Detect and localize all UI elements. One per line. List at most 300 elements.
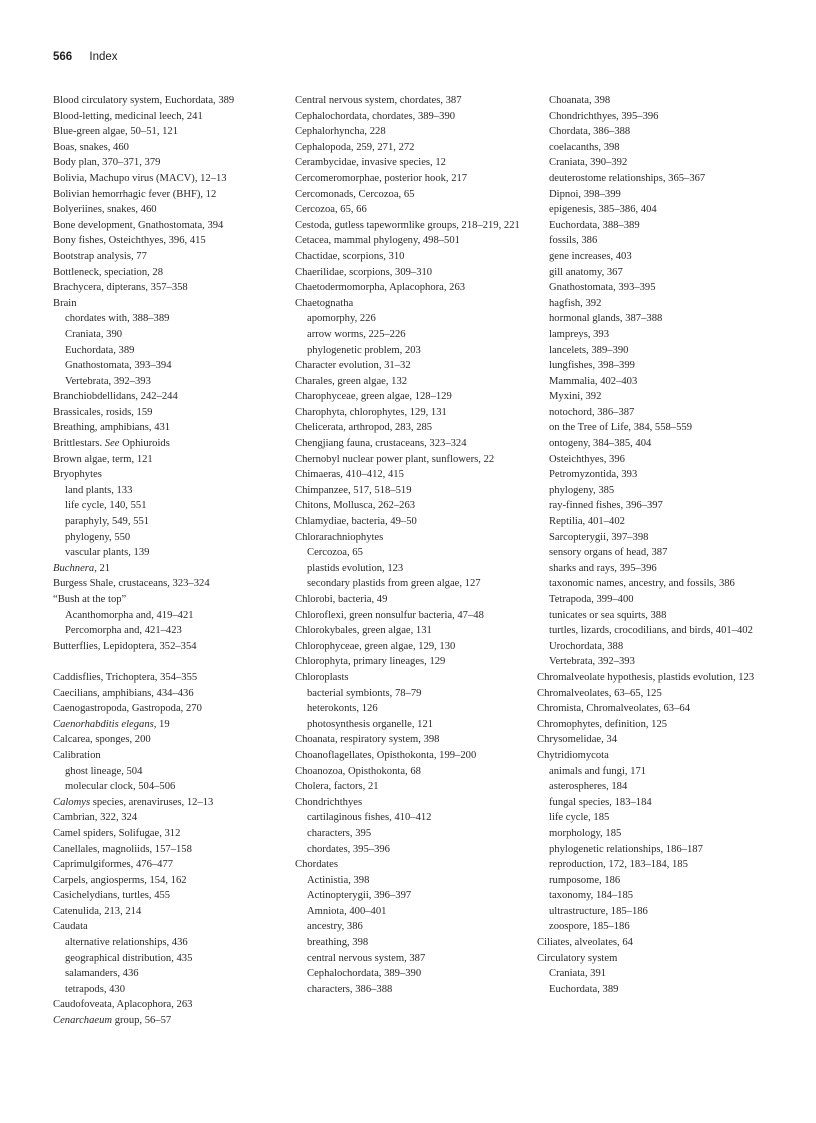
entry-term: Urochordata, 388 bbox=[549, 640, 624, 652]
entry-term: Choanata, respiratory system, 398 bbox=[295, 734, 440, 746]
index-subentry bbox=[295, 810, 527, 826]
entry-term: cartilaginous fishes, 410–412 bbox=[307, 812, 432, 824]
entry-term: Buchnera bbox=[53, 562, 95, 574]
entry-term: chordates, 395–396 bbox=[307, 843, 390, 855]
index-subentry bbox=[53, 764, 285, 780]
entry-term: Boas, snakes, 460 bbox=[53, 141, 129, 153]
entry-term: taxonomic names, ancestry, and fossils, 386 bbox=[549, 578, 735, 590]
index-entry bbox=[295, 233, 527, 249]
entry-term: Chordata, 386–388 bbox=[549, 126, 631, 138]
index-subentry bbox=[537, 109, 769, 125]
index-subentry bbox=[537, 919, 769, 935]
entry-term: Bryophytes bbox=[53, 469, 102, 481]
entry-term: Tetrapoda, 399–400 bbox=[549, 594, 634, 605]
entry-term: Osteichthyes, 396 bbox=[549, 453, 625, 465]
index-entry bbox=[53, 686, 285, 702]
entry-term: Chengjiang fauna, crustaceans, 323–324 bbox=[295, 438, 467, 450]
index-entry bbox=[295, 748, 527, 764]
entry-term: Bony fishes, Osteichthyes, 396, 415 bbox=[53, 235, 206, 247]
entry-term: lungfishes, 398–399 bbox=[549, 360, 635, 372]
index-subentry bbox=[537, 420, 769, 436]
entry-term: characters, 395 bbox=[307, 827, 372, 839]
index-subentry bbox=[295, 888, 527, 904]
entry-term: Chrysomelidae, 34 bbox=[537, 734, 618, 746]
entry-term: Chondrichthyes bbox=[295, 796, 363, 808]
index-subentry bbox=[537, 436, 769, 452]
entry-term: Euchordata, 389 bbox=[65, 344, 135, 356]
entry-locator: Ophiuroids bbox=[122, 438, 170, 450]
entry-term: hagfish, 392 bbox=[549, 297, 602, 309]
section-title: Index bbox=[89, 51, 118, 63]
entry-term: Chloroplasts bbox=[295, 671, 349, 683]
entry-term: coelacanths, 398 bbox=[549, 141, 620, 153]
entry-term: phylogenetic relationships, 186–187 bbox=[549, 843, 703, 855]
index-entry bbox=[53, 748, 285, 764]
index-entry bbox=[53, 233, 285, 249]
entry-term: fungal species, 183–184 bbox=[549, 796, 652, 808]
entry-term: ray-finned fishes, 396–397 bbox=[549, 500, 663, 512]
entry-term: tetrapods, 430 bbox=[65, 983, 126, 995]
index-entry bbox=[295, 93, 527, 109]
entry-term: geographical distribution, 435 bbox=[65, 952, 193, 964]
index-subentry bbox=[537, 233, 769, 249]
entry-term: Circulatory system bbox=[537, 952, 618, 964]
running-head bbox=[53, 48, 118, 66]
entry-locator: , 21 bbox=[94, 562, 111, 574]
entry-locator: group, 56–57 bbox=[112, 1015, 172, 1027]
entry-term: Cercozoa, 65 bbox=[307, 547, 363, 559]
index-entry bbox=[295, 374, 527, 390]
index-entry bbox=[295, 795, 527, 811]
index-subentry bbox=[537, 623, 769, 639]
entry-term: Choanoflagellates, Opisthokonta, 199–200 bbox=[295, 749, 477, 761]
index-subentry bbox=[537, 982, 769, 998]
index-subentry bbox=[53, 608, 285, 624]
index-entry bbox=[537, 732, 769, 748]
entry-term: Butterflies, Lepidoptera, 352–354 bbox=[53, 640, 197, 652]
index-entry bbox=[53, 576, 285, 592]
index-subentry bbox=[537, 343, 769, 359]
index-subentry bbox=[537, 327, 769, 343]
entry-term: characters, 386–388 bbox=[307, 983, 393, 995]
entry-term: Brassicales, rosids, 159 bbox=[53, 406, 153, 418]
entry-term: Chlorokybales, green algae, 131 bbox=[295, 625, 432, 637]
entry-term: Cambrian, 322, 324 bbox=[53, 812, 138, 824]
index-subentry bbox=[295, 826, 527, 842]
index-entry bbox=[53, 467, 285, 483]
index-entry bbox=[295, 296, 527, 312]
entry-term: turtles, lizards, crocodilians, and birds, 401–402 bbox=[549, 625, 753, 637]
entry-term: Caudata bbox=[53, 921, 88, 933]
index-entry bbox=[295, 779, 527, 795]
entry-term: Blood circulatory system, Euchordata, 389 bbox=[53, 95, 235, 106]
index-entry bbox=[295, 171, 527, 187]
index-subentry bbox=[295, 904, 527, 920]
index-entry bbox=[53, 155, 285, 171]
entry-term: Charophyceae, green algae, 128–129 bbox=[295, 391, 452, 403]
index-entry bbox=[53, 420, 285, 436]
entry-term: Actinopterygii, 396–397 bbox=[307, 890, 412, 902]
entry-term: Caenorhabditis elegans bbox=[53, 718, 154, 730]
entry-term: Chaetognatha bbox=[295, 297, 354, 309]
index-subentry bbox=[295, 686, 527, 702]
index-entry bbox=[53, 904, 285, 920]
entry-term: Brown algae, term, 121 bbox=[53, 453, 153, 465]
index-subentry bbox=[53, 514, 285, 530]
entry-term: lancelets, 389–390 bbox=[549, 344, 629, 356]
index-subentry bbox=[537, 654, 769, 670]
entry-term: Cercomonads, Cercozoa, 65 bbox=[295, 188, 415, 200]
entry-term: Bootstrap analysis, 77 bbox=[53, 250, 147, 262]
index-subentry bbox=[537, 639, 769, 655]
index-subentry bbox=[537, 888, 769, 904]
entry-term: “Bush at the top” bbox=[53, 594, 127, 605]
index-entry bbox=[53, 888, 285, 904]
index-subentry bbox=[537, 311, 769, 327]
index-entry bbox=[295, 623, 527, 639]
entry-term: ontogeny, 384–385, 404 bbox=[549, 438, 652, 450]
index-entry bbox=[53, 202, 285, 218]
entry-term: Ciliates, alveolates, 64 bbox=[537, 937, 633, 949]
index-entry bbox=[537, 670, 769, 686]
index-entry bbox=[295, 483, 527, 499]
entry-term: Myxini, 392 bbox=[549, 391, 602, 403]
entry-term: Mammalia, 402–403 bbox=[549, 375, 638, 387]
entry-term: Chromalveolates, 63–65, 125 bbox=[537, 687, 662, 699]
entry-term: sharks and rays, 395–396 bbox=[549, 562, 657, 574]
entry-term: animals and fungi, 171 bbox=[549, 765, 647, 777]
entry-term: zoospore, 185–186 bbox=[549, 921, 630, 933]
index-subentry bbox=[537, 966, 769, 982]
index-subentry bbox=[53, 498, 285, 514]
index-subentry bbox=[295, 966, 527, 982]
index-subentry bbox=[537, 296, 769, 312]
entry-term: Brittlestars. bbox=[53, 438, 103, 450]
index-subentry bbox=[537, 530, 769, 546]
entry-term: land plants, 133 bbox=[65, 484, 133, 496]
entry-term: Chlamydiae, bacteria, 49–50 bbox=[295, 516, 417, 528]
entry-term: molecular clock, 504–506 bbox=[65, 781, 176, 793]
entry-term: Craniata, 390–392 bbox=[549, 157, 628, 169]
index-subentry bbox=[295, 982, 527, 998]
entry-term: phylogenetic problem, 203 bbox=[307, 344, 421, 356]
entry-term: on the Tree of Life, 384, 558–559 bbox=[549, 422, 692, 434]
index-subentry bbox=[537, 467, 769, 483]
index-column-1 bbox=[53, 93, 285, 1029]
index-subentry bbox=[537, 374, 769, 390]
index-subentry bbox=[295, 545, 527, 561]
entry-term: Cerambycidae, invasive species, 12 bbox=[295, 157, 446, 169]
entry-term: Bolivian hemorrhagic fever (BHF), 12 bbox=[53, 188, 217, 200]
index-entry bbox=[537, 686, 769, 702]
entry-term: Actinistia, 398 bbox=[307, 874, 370, 886]
index-entry bbox=[295, 670, 527, 686]
index-entry bbox=[295, 218, 527, 234]
index-subentry bbox=[537, 810, 769, 826]
entry-term: Breathing, amphibians, 431 bbox=[53, 422, 171, 434]
index-subentry bbox=[537, 202, 769, 218]
entry-term: Chlorobi, bacteria, 49 bbox=[295, 594, 388, 605]
index-entry bbox=[295, 452, 527, 468]
entry-term: Chimaeras, 410–412, 415 bbox=[295, 469, 404, 481]
index-entry bbox=[53, 171, 285, 187]
entry-term: breathing, 398 bbox=[307, 937, 369, 949]
entry-term: Bolyeriines, snakes, 460 bbox=[53, 204, 157, 216]
index-entry bbox=[53, 670, 285, 686]
entry-term: apomorphy, 226 bbox=[307, 313, 376, 325]
entry-term: Chernobyl nuclear power plant, sunflowers, 22 bbox=[295, 453, 495, 465]
see-reference: See bbox=[104, 438, 120, 450]
index-entry bbox=[295, 530, 527, 546]
index-entry bbox=[537, 748, 769, 764]
entry-term: life cycle, 185 bbox=[549, 812, 610, 824]
entry-term: Carpels, angiosperms, 154, 162 bbox=[53, 874, 187, 886]
index-entry bbox=[295, 514, 527, 530]
index-subentry bbox=[537, 826, 769, 842]
index-subentry bbox=[537, 498, 769, 514]
index-entry bbox=[53, 405, 285, 421]
index-subentry bbox=[295, 343, 527, 359]
index-entry bbox=[295, 249, 527, 265]
index-subentry bbox=[53, 623, 285, 639]
index-entry bbox=[295, 592, 527, 608]
entry-term: paraphyly, 549, 551 bbox=[65, 516, 150, 528]
index-entry bbox=[53, 919, 285, 935]
index-entry bbox=[295, 654, 527, 670]
entry-term: Character evolution, 31–32 bbox=[295, 360, 411, 372]
entry-term: Chondrichthyes, 395–396 bbox=[549, 110, 659, 122]
index-entry bbox=[53, 732, 285, 748]
index-entry bbox=[53, 265, 285, 281]
index-entry bbox=[295, 436, 527, 452]
index-subentry bbox=[537, 873, 769, 889]
index-entry bbox=[53, 93, 285, 109]
entry-term: Camel spiders, Solifugae, 312 bbox=[53, 827, 181, 839]
index-subentry bbox=[537, 171, 769, 187]
entry-term: Cephalorhyncha, 228 bbox=[295, 126, 386, 138]
entry-term: Acanthomorpha and, 419–421 bbox=[65, 609, 194, 621]
entry-term: Caecilians, amphibians, 434–436 bbox=[53, 687, 194, 699]
entry-term: Caprimulgiformes, 476–477 bbox=[53, 859, 174, 871]
index-subentry bbox=[537, 93, 769, 109]
entry-term: Chromalveolate hypothesis, plastids evolution, 123 bbox=[537, 671, 755, 683]
entry-term: Sarcopterygii, 397–398 bbox=[549, 531, 649, 543]
entry-term: Calcarea, sponges, 200 bbox=[53, 734, 151, 746]
index-subentry bbox=[53, 530, 285, 546]
index-subentry bbox=[295, 717, 527, 733]
entry-term: Chitons, Mollusca, 262–263 bbox=[295, 500, 416, 512]
index-subentry bbox=[537, 249, 769, 265]
entry-term: Blood-letting, medicinal leech, 241 bbox=[53, 110, 203, 122]
index-entry bbox=[295, 155, 527, 171]
entry-term: Chlorophyceae, green algae, 129, 130 bbox=[295, 640, 456, 652]
entry-term: Chlorophyta, primary lineages, 129 bbox=[295, 656, 446, 668]
index-subentry bbox=[537, 265, 769, 281]
index-subentry bbox=[53, 935, 285, 951]
index-entry bbox=[53, 109, 285, 125]
entry-locator: , 19 bbox=[153, 718, 170, 730]
index-subentry bbox=[537, 389, 769, 405]
entry-term: Catenulida, 213, 214 bbox=[53, 905, 142, 917]
entry-term: Brain bbox=[53, 297, 77, 309]
index-column-3 bbox=[537, 93, 769, 997]
index-entry bbox=[295, 124, 527, 140]
entry-term: Charophyta, chlorophytes, 129, 131 bbox=[295, 406, 447, 418]
entry-term: Brachycera, dipterans, 357–358 bbox=[53, 282, 188, 294]
entry-term: asterospheres, 184 bbox=[549, 781, 628, 793]
index-entry bbox=[295, 140, 527, 156]
entry-term: Chloroflexi, green nonsulfur bacteria, 47–48 bbox=[295, 609, 484, 621]
index-entry bbox=[53, 717, 285, 733]
index-entry bbox=[53, 795, 285, 811]
entry-term: Cercomeromorphae, posterior hook, 217 bbox=[295, 172, 468, 184]
index-subentry bbox=[537, 124, 769, 140]
entry-term: Bottleneck, speciation, 28 bbox=[53, 266, 164, 278]
index-entry bbox=[53, 857, 285, 873]
entry-term: Euchordata, 388–389 bbox=[549, 219, 640, 231]
index-subentry bbox=[53, 327, 285, 343]
entry-term: life cycle, 140, 551 bbox=[65, 500, 147, 512]
entry-term: Canellales, magnoliids, 157–158 bbox=[53, 843, 192, 855]
entry-term: Percomorpha and, 421–423 bbox=[65, 625, 182, 637]
index-entry bbox=[295, 857, 527, 873]
index-entry bbox=[53, 140, 285, 156]
index-subentry bbox=[537, 218, 769, 234]
index-entry bbox=[53, 218, 285, 234]
index-subentry bbox=[295, 873, 527, 889]
index-subentry bbox=[537, 140, 769, 156]
entry-term: Casichelydians, turtles, 455 bbox=[53, 890, 171, 902]
index-entry bbox=[53, 592, 285, 608]
index-column-2 bbox=[295, 93, 527, 997]
entry-term: Choanozoa, Opisthokonta, 68 bbox=[295, 765, 421, 777]
entry-term: Craniata, 390 bbox=[65, 328, 123, 340]
entry-term: Cenarchaeum bbox=[53, 1015, 113, 1027]
index-entry bbox=[295, 608, 527, 624]
index-entry bbox=[53, 187, 285, 203]
entry-term: vascular plants, 139 bbox=[65, 547, 150, 559]
index-entry bbox=[295, 498, 527, 514]
index-entry bbox=[53, 1013, 285, 1029]
entry-term: Caudofoveata, Aplacophora, 263 bbox=[53, 999, 193, 1011]
index-entry bbox=[295, 358, 527, 374]
entry-term: Cephalochordata, 389–390 bbox=[307, 968, 422, 980]
entry-term: ancestry, 386 bbox=[307, 921, 363, 933]
index-entry bbox=[295, 187, 527, 203]
entry-term: chordates with, 388–389 bbox=[65, 313, 170, 325]
entry-term: Cholera, factors, 21 bbox=[295, 781, 379, 793]
entry-term: central nervous system, 387 bbox=[307, 952, 426, 964]
index-subentry bbox=[537, 608, 769, 624]
index-subentry bbox=[537, 795, 769, 811]
index-subentry bbox=[537, 514, 769, 530]
entry-term: Bolivia, Machupo virus (MACV), 12–13 bbox=[53, 172, 227, 184]
index-entry bbox=[295, 389, 527, 405]
entry-term: Branchiobdellidans, 242–244 bbox=[53, 391, 178, 403]
entry-locator: species, arenaviruses, 12–13 bbox=[90, 796, 214, 808]
entry-term: phylogeny, 385 bbox=[549, 484, 615, 496]
index-subentry bbox=[53, 966, 285, 982]
index-subentry bbox=[537, 842, 769, 858]
entry-term: morphology, 185 bbox=[549, 827, 622, 839]
entry-term: Vertebrata, 392–393 bbox=[65, 375, 151, 387]
entry-term: gill anatomy, 367 bbox=[549, 266, 623, 278]
index-subentry bbox=[295, 842, 527, 858]
entry-term: Chaetodermomorpha, Aplacophora, 263 bbox=[295, 282, 466, 294]
index-entry bbox=[295, 639, 527, 655]
entry-term: reproduction, 172, 183–184, 185 bbox=[549, 859, 688, 871]
index-subentry bbox=[295, 576, 527, 592]
index-subentry bbox=[537, 545, 769, 561]
entry-term: Bone development, Gnathostomata, 394 bbox=[53, 219, 224, 231]
index-subentry bbox=[537, 857, 769, 873]
entry-term: taxonomy, 184–185 bbox=[549, 890, 634, 902]
index-subentry bbox=[537, 779, 769, 795]
index-subentry bbox=[53, 358, 285, 374]
entry-term: Gnathostomata, 393–394 bbox=[65, 360, 172, 372]
entry-term: Gnathostomata, 393–395 bbox=[549, 282, 656, 294]
entry-term: gene increases, 403 bbox=[549, 250, 632, 262]
index-subentry bbox=[537, 405, 769, 421]
entry-term: ghost lineage, 504 bbox=[65, 765, 143, 777]
index-entry bbox=[295, 265, 527, 281]
entry-term: Cetacea, mammal phylogeny, 498–501 bbox=[295, 235, 460, 247]
entry-term: phylogeny, 550 bbox=[65, 531, 131, 543]
index-entry bbox=[53, 639, 285, 655]
index-subentry bbox=[53, 343, 285, 359]
entry-term: Cercozoa, 65, 66 bbox=[295, 204, 367, 216]
entry-term: Chromophytes, definition, 125 bbox=[537, 718, 668, 730]
index-entry bbox=[53, 280, 285, 296]
entry-term: Chordates bbox=[295, 859, 338, 871]
entry-term: Burgess Shale, crustaceans, 323–324 bbox=[53, 578, 210, 590]
index-entry bbox=[53, 389, 285, 405]
entry-term: bacterial symbionts, 78–79 bbox=[307, 687, 422, 699]
entry-term: Chytridiomycota bbox=[537, 749, 609, 761]
index-subentry bbox=[537, 452, 769, 468]
index-entry bbox=[295, 732, 527, 748]
entry-term: salamanders, 436 bbox=[65, 968, 139, 980]
index-subentry bbox=[53, 374, 285, 390]
entry-term: Chromista, Chromalveolates, 63–64 bbox=[537, 703, 690, 715]
index-subentry bbox=[537, 904, 769, 920]
index-entry bbox=[295, 420, 527, 436]
index-entry bbox=[53, 701, 285, 717]
index-subentry bbox=[295, 701, 527, 717]
entry-term: Choanata, 398 bbox=[549, 95, 611, 106]
index-entry bbox=[53, 452, 285, 468]
entry-term: notochord, 386–387 bbox=[549, 406, 635, 418]
entry-term: Euchordata, 389 bbox=[549, 983, 619, 995]
index-entry bbox=[53, 124, 285, 140]
entry-term: deuterostome relationships, 365–367 bbox=[549, 172, 706, 184]
index-subentry bbox=[537, 764, 769, 780]
entry-term: lampreys, 393 bbox=[549, 328, 610, 340]
index-entry bbox=[53, 810, 285, 826]
entry-term: Chimpanzee, 517, 518–519 bbox=[295, 484, 412, 496]
entry-term: photosynthesis organelle, 121 bbox=[307, 718, 434, 730]
index-entry bbox=[295, 467, 527, 483]
index-subentry bbox=[537, 561, 769, 577]
index-subentry bbox=[537, 155, 769, 171]
entry-term: epigenesis, 385–386, 404 bbox=[549, 204, 657, 216]
entry-term: rumposome, 186 bbox=[549, 874, 621, 886]
entry-term: Craniata, 391 bbox=[549, 968, 607, 980]
entry-term: Reptilia, 401–402 bbox=[549, 516, 625, 528]
entry-term: Petromyzontida, 393 bbox=[549, 469, 638, 481]
index-subentry bbox=[295, 561, 527, 577]
index-entry bbox=[295, 405, 527, 421]
